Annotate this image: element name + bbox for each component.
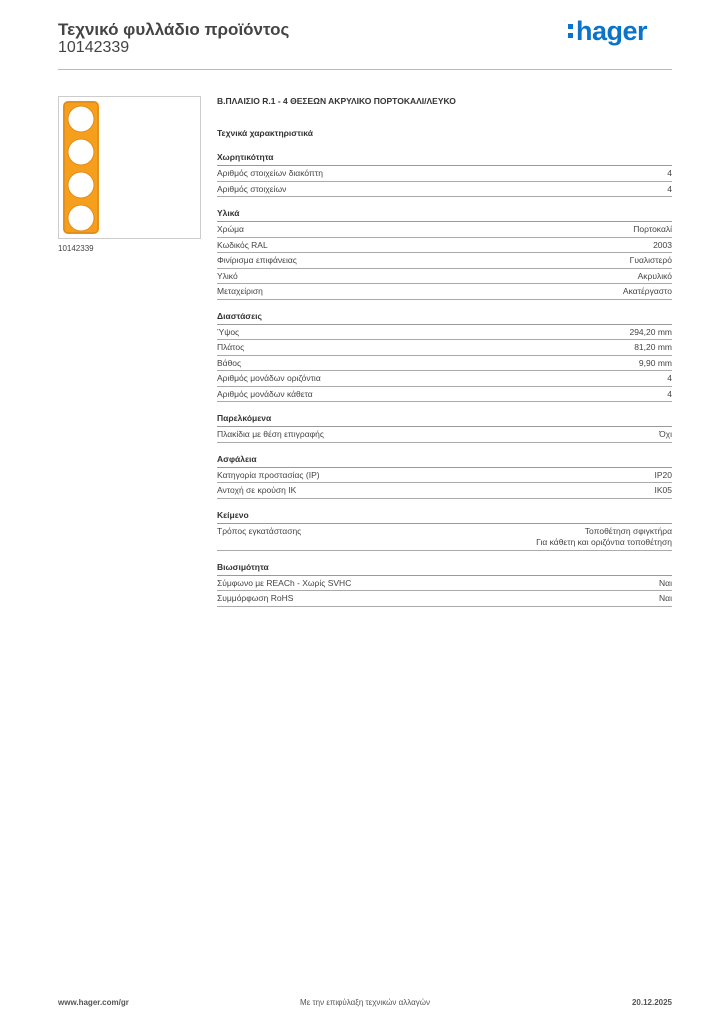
- spec-row: [217, 387, 672, 403]
- spec-label: Βάθος: [217, 357, 242, 368]
- spec-value-line: Ακρυλικό: [637, 270, 672, 281]
- spec-value: [655, 485, 673, 497]
- spec-value-line: IP20: [654, 469, 672, 480]
- frame-illustration-icon: [59, 97, 200, 238]
- spec-row: [217, 284, 672, 300]
- spec-label: Ύψος: [217, 326, 240, 337]
- spec-value: [653, 240, 672, 252]
- spec-value: [630, 255, 672, 267]
- spec-value-line: Γυαλιστερό: [629, 255, 672, 265]
- spec-value-line: Πορτοκαλί: [633, 224, 672, 234]
- spec-value: [667, 373, 672, 385]
- header-divider: [58, 69, 672, 70]
- spec-row: [217, 340, 672, 356]
- spec-value-line: Ναι: [659, 577, 672, 588]
- spec-value: [633, 224, 672, 236]
- spec-row: [217, 356, 672, 372]
- footer-notice: Με την επιφύλαξη τεχνικών αλλαγών: [300, 998, 430, 1007]
- spec-row: [217, 483, 672, 499]
- spec-value-line: 294,20 mm: [629, 326, 672, 337]
- spec-value-line: 4: [667, 183, 672, 194]
- logo-text: hager: [576, 16, 648, 46]
- tech-specs-heading: Τεχνικά χαρακτηριστικά: [217, 128, 313, 138]
- spec-value-line: 4: [667, 168, 672, 178]
- footer-website: www.hager.com/gr: [58, 998, 129, 1007]
- spec-value-line: Για κάθετη και οριζόντια τοποθέτηση: [536, 537, 672, 547]
- spec-label: Κωδικός RAL: [217, 239, 268, 250]
- spec-value-line: Ακατέργαστο: [622, 286, 672, 296]
- section-title: Ασφάλεια: [217, 454, 672, 468]
- spec-section: [217, 208, 672, 300]
- product-image-caption: 10142339: [58, 244, 94, 253]
- spec-sections: [217, 152, 672, 607]
- section-title: Υλικά: [217, 208, 672, 222]
- section-title: Διαστάσεις: [217, 311, 672, 325]
- section-title: Βιωσιμότητα: [217, 562, 672, 576]
- spec-row: [217, 591, 672, 607]
- spec-label: Πλάτος: [217, 342, 245, 352]
- spec-row: [217, 182, 672, 198]
- spec-label: Αριθμός στοιχείων: [217, 183, 287, 194]
- spec-value-line: 4: [667, 388, 672, 399]
- spec-value: [623, 286, 672, 298]
- spec-value: [634, 342, 672, 354]
- spec-value: [667, 184, 672, 196]
- spec-label: Κατηγορία προστασίας (IP): [217, 469, 320, 480]
- spec-label: Πλακίδια με θέση επιγραφής: [217, 429, 324, 439]
- spec-value-line: 81,20 mm: [634, 342, 672, 352]
- spec-value: [667, 389, 672, 401]
- spec-label: Χρώμα: [217, 224, 244, 234]
- spec-label: Μεταχείριση: [217, 286, 263, 296]
- section-title: Χωρητικότητα: [217, 152, 672, 166]
- spec-row: [217, 269, 672, 285]
- spec-row: [217, 166, 672, 182]
- footer-date: 20.12.2025: [631, 998, 672, 1007]
- spec-row: [217, 253, 672, 269]
- spec-row: [217, 371, 672, 387]
- spec-value-line: 2003: [653, 239, 672, 250]
- spec-value: [629, 327, 672, 339]
- spec-section: [217, 311, 672, 403]
- spec-value: [536, 526, 672, 549]
- spec-value-line: Τοποθέτηση σφιγκτήρα: [584, 525, 672, 536]
- document-title: Τεχνικό φυλλάδιο προϊόντος: [58, 20, 290, 39]
- spec-row: [217, 468, 672, 484]
- spec-value: [655, 470, 673, 482]
- section-title: Κείμενο: [217, 510, 672, 524]
- spec-value-line: Όχι: [659, 429, 672, 439]
- hager-logo: [568, 16, 647, 46]
- product-image: [58, 96, 201, 239]
- spec-value-line: IK05: [654, 485, 672, 495]
- spec-section: [217, 454, 672, 499]
- spec-row: [217, 325, 672, 341]
- product-code: 10142339: [58, 39, 130, 56]
- spec-label: Συμμόρφωση RoHS: [217, 593, 294, 603]
- spec-label: Αριθμός στοιχείων διακόπτη: [217, 168, 323, 178]
- spec-value-line: Ναι: [659, 593, 672, 603]
- spec-label: Σύμφωνο με REACh - Χωρίς SVHC: [217, 577, 352, 588]
- spec-section: [217, 152, 672, 197]
- spec-value: [667, 168, 672, 180]
- spec-label: Τρόπος εγκατάστασης: [217, 525, 302, 536]
- spec-row: [217, 238, 672, 254]
- spec-row: [217, 427, 672, 443]
- logo-dots-icon: [568, 24, 573, 38]
- spec-section: [217, 562, 672, 607]
- spec-value: [659, 429, 672, 441]
- spec-label: Υλικό: [217, 270, 238, 281]
- product-name: Β.ΠΛΑΙΣΙΟ R.1 - 4 ΘΕΣΕΩΝ ΑΚΡΥΛΙΚΟ ΠΟΡΤΟΚΑΛΙ/ΛΕΥΚΟ: [217, 96, 456, 106]
- spec-label: Αντοχή σε κρούση IK: [217, 485, 297, 495]
- section-title: Παρελκόμενα: [217, 413, 672, 427]
- spec-row: [217, 222, 672, 238]
- spec-section: [217, 413, 672, 443]
- spec-value: [659, 578, 672, 590]
- spec-row: [217, 524, 672, 551]
- spec-label: Αριθμός μονάδων κάθετα: [217, 388, 313, 399]
- spec-value: [659, 593, 672, 605]
- spec-row: [217, 576, 672, 592]
- spec-content: [217, 96, 672, 618]
- spec-label: Αριθμός μονάδων οριζόντια: [217, 373, 321, 383]
- spec-section: [217, 510, 672, 551]
- spec-label: Φινίρισμα επιφάνειας: [217, 255, 297, 265]
- spec-value-line: 4: [667, 373, 672, 383]
- spec-value: [639, 358, 672, 370]
- spec-value-line: 9,90 mm: [638, 357, 672, 368]
- spec-value: [638, 271, 672, 283]
